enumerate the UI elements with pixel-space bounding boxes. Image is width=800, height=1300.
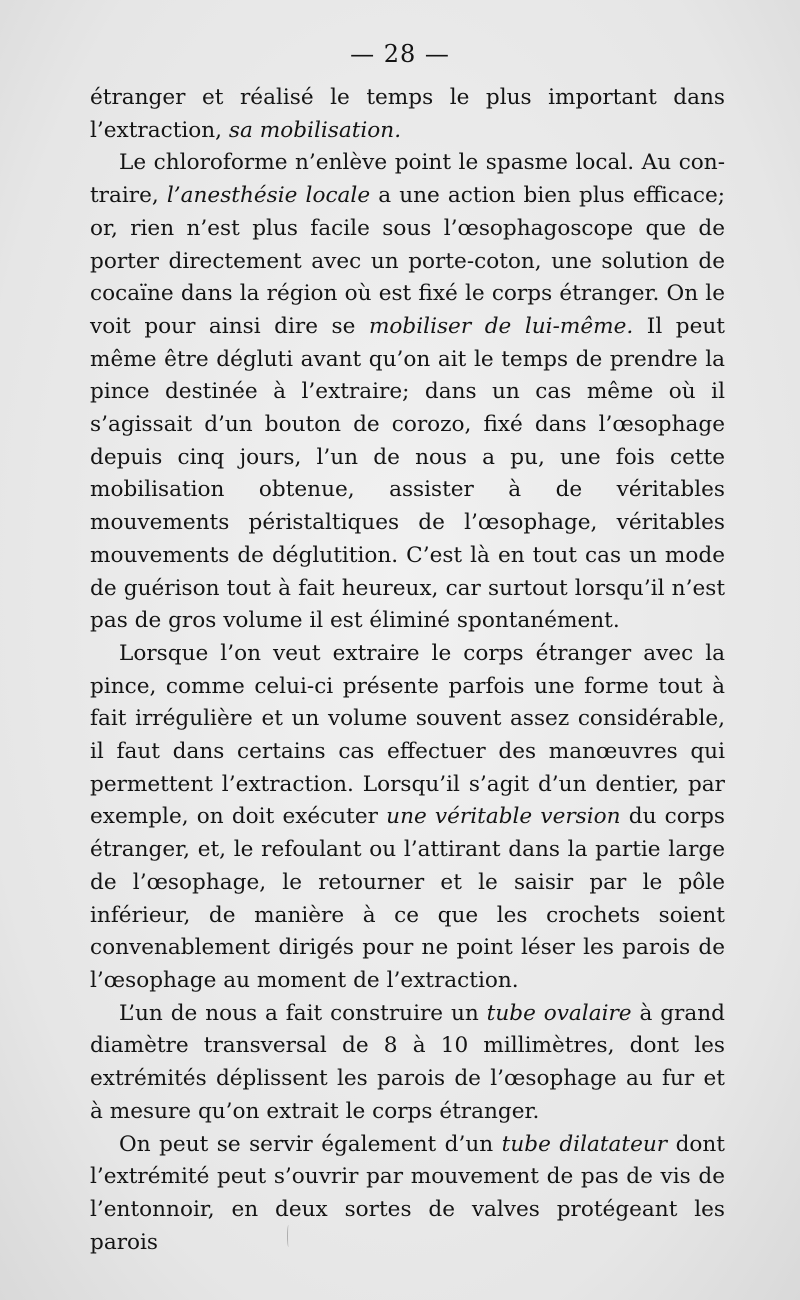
text-run: dont l’extrémité peut s’ouvrir par mouvement de pas de vis de l’entonnoir, en deux sortes de valves protégeant les parois [90,1131,725,1255]
paragraph [90,1129,725,1260]
page-number: — 28 — [350,40,450,68]
text-run: Le chloroforme n’enlève point le spasme local. Au contraire, [90,150,725,209]
text-run: Il peut même être dégluti avant qu’on ait le temps de prendre la pince destinée à l’extraire; dans un cas même où il s’agissait d’un bouton de corozo, fixé dans l’œsophage depuis cinq jours, l’un de nous a pu, une fois cette mobilisation obtenue, assister à de véritables mouvements péristaltiques de l’œsophage, véritables mouvements de déglutition. C’est là en tout cas un mode de guérison tout à fait heureux, car surtout lorsqu’il n’est pas de gros volume il est éliminé spontanément. [90,313,725,634]
italic-phrase: l’anesthésie locale [166,183,371,209]
text-run: étranger et réalisé le temps le plus important dans l’extraction, [90,85,725,143]
italic-phrase: tube dilatateur [501,1131,668,1157]
italic-phrase: sa mobilisation. [228,117,402,143]
paragraph [90,147,725,638]
text-run: du corps étranger, et, le refoulant ou l’attirant dans la partie large de l’œsophage, le retourner et le saisir par le pôle inférieur, de manière à ce que les crochets soient convenablement dirigés pour ne point léser les parois de l’œsophage au moment de l’extraction. [90,804,725,993]
body-text [90,82,725,1259]
text-run: a une action bien plus efficace; or, rien n’est plus facile sous l’œsophagoscope que de porter directement avec un porte-coton, une solution de cocaïne dans la région où est fixé le corps étranger. On le voit pour ainsi dire se [90,183,726,339]
italic-phrase: tube ovalaire [486,1000,632,1026]
paragraph [90,82,725,147]
text-run: à grand diamètre transversal de 8 à 10 millimètres, dont les extrémités déplissent les parois de l’œsophage au fur et à mesure qu’on extrait le corps étranger. [90,1000,725,1124]
ink-mark [287,1225,290,1247]
paragraph [90,998,725,1129]
text-run: L’un de nous a fait construire un [119,1000,487,1026]
italic-phrase: mobiliser de lui-même. [368,313,634,339]
italic-phrase: une véritable version [386,804,621,830]
text-run: Lorsque l’on veut extraire le corps étranger avec la pince, comme celui-ci présente parfois une forme tout à fait irrégulière et un volume souvent assez considérable, il faut dans certains cas effectuer des manœuvres qui permettent l’extraction. Lorsqu’il s’agit d’un dentier, par exemple, on doit exécuter [90,640,725,830]
text-run: On peut se servir également d’un [119,1131,502,1157]
paragraph [90,638,725,998]
